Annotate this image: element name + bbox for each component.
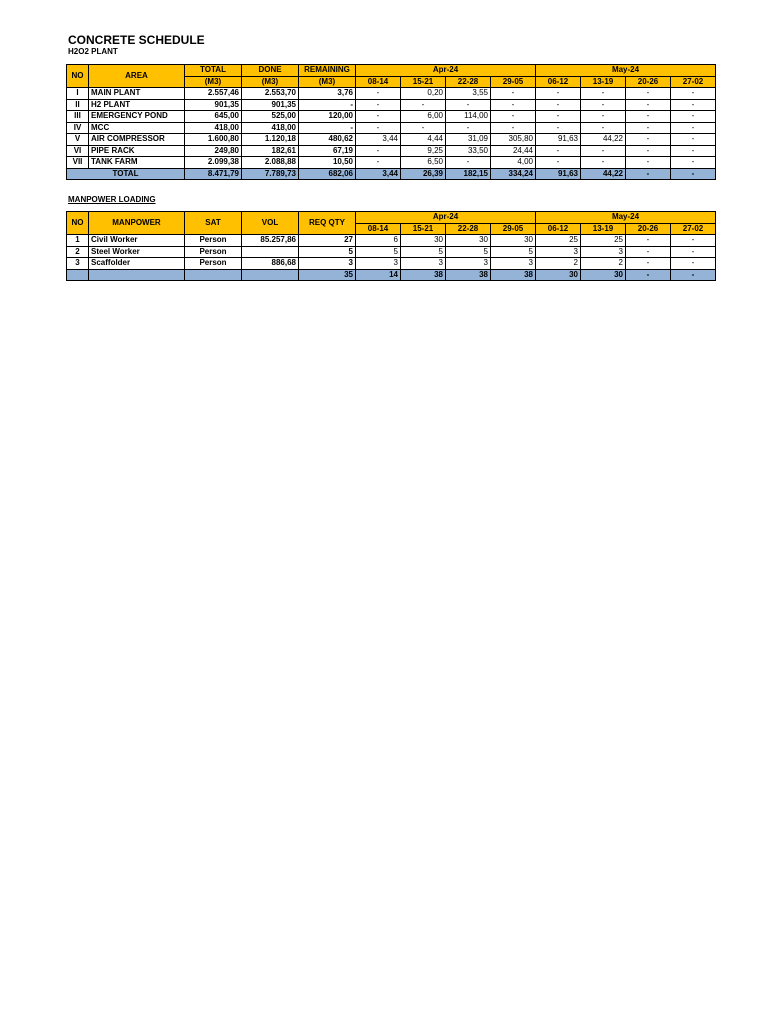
row-remaining: 10,50: [299, 157, 356, 169]
row-no: V: [67, 134, 89, 146]
row-vol: 886,68: [242, 258, 299, 270]
header-done: DONE: [242, 65, 299, 77]
header-manpower: MANPOWER: [89, 212, 185, 235]
row-week-value: -: [446, 99, 491, 111]
header-week: 13-19: [581, 223, 626, 235]
header-week: 20-26: [626, 76, 671, 88]
header-req-qty: REQ QTY: [299, 212, 356, 235]
row-week-value: 4,44: [401, 134, 446, 146]
row-no: 2: [67, 246, 89, 258]
row-week-value: 3: [356, 258, 401, 270]
row-week-value: -: [536, 111, 581, 123]
row-week-value: -: [581, 122, 626, 134]
row-week-value: 2: [536, 258, 581, 270]
total-week-value: 30: [536, 269, 581, 281]
header-week: 29-05: [491, 76, 536, 88]
total-week-value: 30: [581, 269, 626, 281]
total-empty: [89, 269, 185, 281]
row-week-value: -: [626, 88, 671, 100]
row-week-value: -: [536, 145, 581, 157]
total-week-value: 91,63: [536, 168, 581, 180]
row-area: PIPE RACK: [89, 145, 185, 157]
row-total: 1.600,80: [185, 134, 242, 146]
header-vol: VOL: [242, 212, 299, 235]
total-empty: [242, 269, 299, 281]
total-empty: [67, 269, 89, 281]
row-manpower: Scaffolder: [89, 258, 185, 270]
header-unit: (M3): [242, 76, 299, 88]
total-total: 8.471,79: [185, 168, 242, 180]
total-week-value: 38: [491, 269, 536, 281]
row-week-value: -: [446, 157, 491, 169]
row-week-value: -: [626, 246, 671, 258]
row-week-value: -: [536, 122, 581, 134]
total-row: [67, 168, 716, 180]
table-row: [67, 258, 716, 270]
row-week-value: -: [671, 145, 716, 157]
row-done: 418,00: [242, 122, 299, 134]
row-week-value: -: [671, 99, 716, 111]
total-week-value: 38: [401, 269, 446, 281]
row-week-value: -: [491, 88, 536, 100]
row-done: 182,61: [242, 145, 299, 157]
manpower-loading-table: [66, 211, 716, 281]
row-week-value: -: [581, 157, 626, 169]
row-week-value: -: [626, 145, 671, 157]
total-week-value: -: [671, 168, 716, 180]
manpower-section-title: MANPOWER LOADING: [68, 195, 156, 204]
row-week-value: -: [626, 258, 671, 270]
header-week: 27-02: [671, 223, 716, 235]
row-remaining: 480,62: [299, 134, 356, 146]
row-total: 249,80: [185, 145, 242, 157]
header-sat: SAT: [185, 212, 242, 235]
total-req-qty: 35: [299, 269, 356, 281]
row-week-value: -: [671, 88, 716, 100]
row-week-value: 3: [581, 246, 626, 258]
row-remaining: -: [299, 99, 356, 111]
table-row: [67, 99, 716, 111]
row-vol: [242, 246, 299, 258]
total-week-value: 38: [446, 269, 491, 281]
row-week-value: -: [401, 99, 446, 111]
row-done: 2.553,70: [242, 88, 299, 100]
row-week-value: 6,00: [401, 111, 446, 123]
row-no: III: [67, 111, 89, 123]
row-week-value: -: [536, 99, 581, 111]
header-area: AREA: [89, 65, 185, 88]
row-done: 2.088,88: [242, 157, 299, 169]
header-week: 20-26: [626, 223, 671, 235]
header-week: 27-02: [671, 76, 716, 88]
row-week-value: -: [536, 88, 581, 100]
table-row: [67, 134, 716, 146]
row-week-value: -: [491, 99, 536, 111]
table-row: [67, 157, 716, 169]
row-week-value: -: [671, 246, 716, 258]
total-done: 7.789,73: [242, 168, 299, 180]
total-week-value: 26,39: [401, 168, 446, 180]
row-no: I: [67, 88, 89, 100]
row-week-value: -: [671, 235, 716, 247]
row-manpower: Civil Worker: [89, 235, 185, 247]
row-week-value: 30: [401, 235, 446, 247]
row-area: H2 PLANT: [89, 99, 185, 111]
table-row: [67, 122, 716, 134]
header-week: 13-19: [581, 76, 626, 88]
row-total: 2.557,46: [185, 88, 242, 100]
row-week-value: -: [626, 235, 671, 247]
manpower-header-row-1: [67, 212, 716, 224]
row-area: TANK FARM: [89, 157, 185, 169]
row-week-value: 4,00: [491, 157, 536, 169]
header-month-may: May-24: [536, 65, 716, 77]
row-req-qty: 5: [299, 246, 356, 258]
row-total: 418,00: [185, 122, 242, 134]
header-week: 06-12: [536, 223, 581, 235]
row-week-value: -: [491, 111, 536, 123]
row-week-value: 31,09: [446, 134, 491, 146]
total-label: TOTAL: [67, 168, 185, 180]
header-week: 15-21: [401, 76, 446, 88]
row-area: AIR COMPRESSOR: [89, 134, 185, 146]
row-remaining: 120,00: [299, 111, 356, 123]
row-week-value: -: [671, 134, 716, 146]
row-week-value: 5: [401, 246, 446, 258]
total-week-value: 3,44: [356, 168, 401, 180]
row-week-value: 3: [401, 258, 446, 270]
row-week-value: 30: [491, 235, 536, 247]
row-done: 1.120,18: [242, 134, 299, 146]
table-row: [67, 235, 716, 247]
header-total: TOTAL: [185, 65, 242, 77]
row-week-value: 9,25: [401, 145, 446, 157]
header-week: 08-14: [356, 76, 401, 88]
row-done: 901,35: [242, 99, 299, 111]
total-remaining: 682,06: [299, 168, 356, 180]
header-month-apr: Apr-24: [356, 65, 536, 77]
page-subtitle: H2O2 PLANT: [68, 47, 118, 56]
row-week-value: -: [626, 157, 671, 169]
header-no: NO: [67, 212, 89, 235]
row-total: 645,00: [185, 111, 242, 123]
row-area: MCC: [89, 122, 185, 134]
row-week-value: 5: [356, 246, 401, 258]
total-empty: [185, 269, 242, 281]
row-area: MAIN PLANT: [89, 88, 185, 100]
total-week-value: 334,24: [491, 168, 536, 180]
row-req-qty: 27: [299, 235, 356, 247]
total-week-value: 14: [356, 269, 401, 281]
total-week-value: -: [626, 168, 671, 180]
row-week-value: -: [356, 122, 401, 134]
row-week-value: -: [626, 134, 671, 146]
row-week-value: 0,20: [401, 88, 446, 100]
row-week-value: 305,80: [491, 134, 536, 146]
table-row: [67, 145, 716, 157]
header-unit: (M3): [299, 76, 356, 88]
row-week-value: 25: [536, 235, 581, 247]
row-week-value: -: [581, 145, 626, 157]
row-week-value: 6: [356, 235, 401, 247]
row-week-value: 30: [446, 235, 491, 247]
row-week-value: -: [401, 122, 446, 134]
header-week: 29-05: [491, 223, 536, 235]
page-title: CONCRETE SCHEDULE: [68, 33, 205, 47]
row-area: EMERGENCY POND: [89, 111, 185, 123]
row-week-value: -: [626, 122, 671, 134]
row-week-value: 25: [581, 235, 626, 247]
row-no: VI: [67, 145, 89, 157]
row-week-value: -: [626, 111, 671, 123]
row-week-value: -: [581, 111, 626, 123]
row-week-value: 3,44: [356, 134, 401, 146]
row-week-value: -: [356, 88, 401, 100]
row-week-value: -: [671, 122, 716, 134]
row-no: 3: [67, 258, 89, 270]
row-week-value: 3: [446, 258, 491, 270]
row-remaining: -: [299, 122, 356, 134]
row-week-value: -: [671, 111, 716, 123]
row-req-qty: 3: [299, 258, 356, 270]
row-no: IV: [67, 122, 89, 134]
row-week-value: 3: [536, 246, 581, 258]
row-week-value: -: [671, 157, 716, 169]
row-manpower: Steel Worker: [89, 246, 185, 258]
row-done: 525,00: [242, 111, 299, 123]
header-week: 06-12: [536, 76, 581, 88]
table-row: [67, 246, 716, 258]
row-week-value: 3: [491, 258, 536, 270]
row-week-value: -: [356, 145, 401, 157]
row-sat: Person: [185, 246, 242, 258]
row-week-value: -: [536, 157, 581, 169]
row-week-value: 24,44: [491, 145, 536, 157]
row-week-value: 2: [581, 258, 626, 270]
total-week-value: -: [671, 269, 716, 281]
total-row: [67, 269, 716, 281]
row-week-value: -: [671, 258, 716, 270]
row-total: 2.099,38: [185, 157, 242, 169]
row-week-value: 5: [491, 246, 536, 258]
total-week-value: 182,15: [446, 168, 491, 180]
row-no: VII: [67, 157, 89, 169]
row-sat: Person: [185, 235, 242, 247]
header-unit: (M3): [185, 76, 242, 88]
header-remaining: REMAINING: [299, 65, 356, 77]
row-total: 901,35: [185, 99, 242, 111]
table-row: [67, 88, 716, 100]
row-week-value: -: [356, 157, 401, 169]
row-sat: Person: [185, 258, 242, 270]
header-week: 08-14: [356, 223, 401, 235]
total-week-value: -: [626, 269, 671, 281]
concrete-header-row-1: [67, 65, 716, 77]
row-no: II: [67, 99, 89, 111]
row-week-value: -: [581, 88, 626, 100]
concrete-schedule-table: [66, 64, 716, 180]
header-week: 22-28: [446, 76, 491, 88]
row-week-value: -: [446, 122, 491, 134]
row-week-value: -: [626, 99, 671, 111]
row-vol: 85.257,86: [242, 235, 299, 247]
row-week-value: 33,50: [446, 145, 491, 157]
row-no: 1: [67, 235, 89, 247]
header-no: NO: [67, 65, 89, 88]
header-week: 15-21: [401, 223, 446, 235]
row-week-value: 3,55: [446, 88, 491, 100]
header-month-apr: Apr-24: [356, 212, 536, 224]
row-week-value: 6,50: [401, 157, 446, 169]
table-row: [67, 111, 716, 123]
header-week: 22-28: [446, 223, 491, 235]
row-remaining: 3,76: [299, 88, 356, 100]
total-week-value: 44,22: [581, 168, 626, 180]
row-week-value: -: [491, 122, 536, 134]
row-week-value: -: [356, 111, 401, 123]
row-week-value: -: [356, 99, 401, 111]
row-week-value: 114,00: [446, 111, 491, 123]
row-week-value: 91,63: [536, 134, 581, 146]
header-month-may: May-24: [536, 212, 716, 224]
row-week-value: 5: [446, 246, 491, 258]
row-remaining: 67,19: [299, 145, 356, 157]
row-week-value: -: [581, 99, 626, 111]
row-week-value: 44,22: [581, 134, 626, 146]
